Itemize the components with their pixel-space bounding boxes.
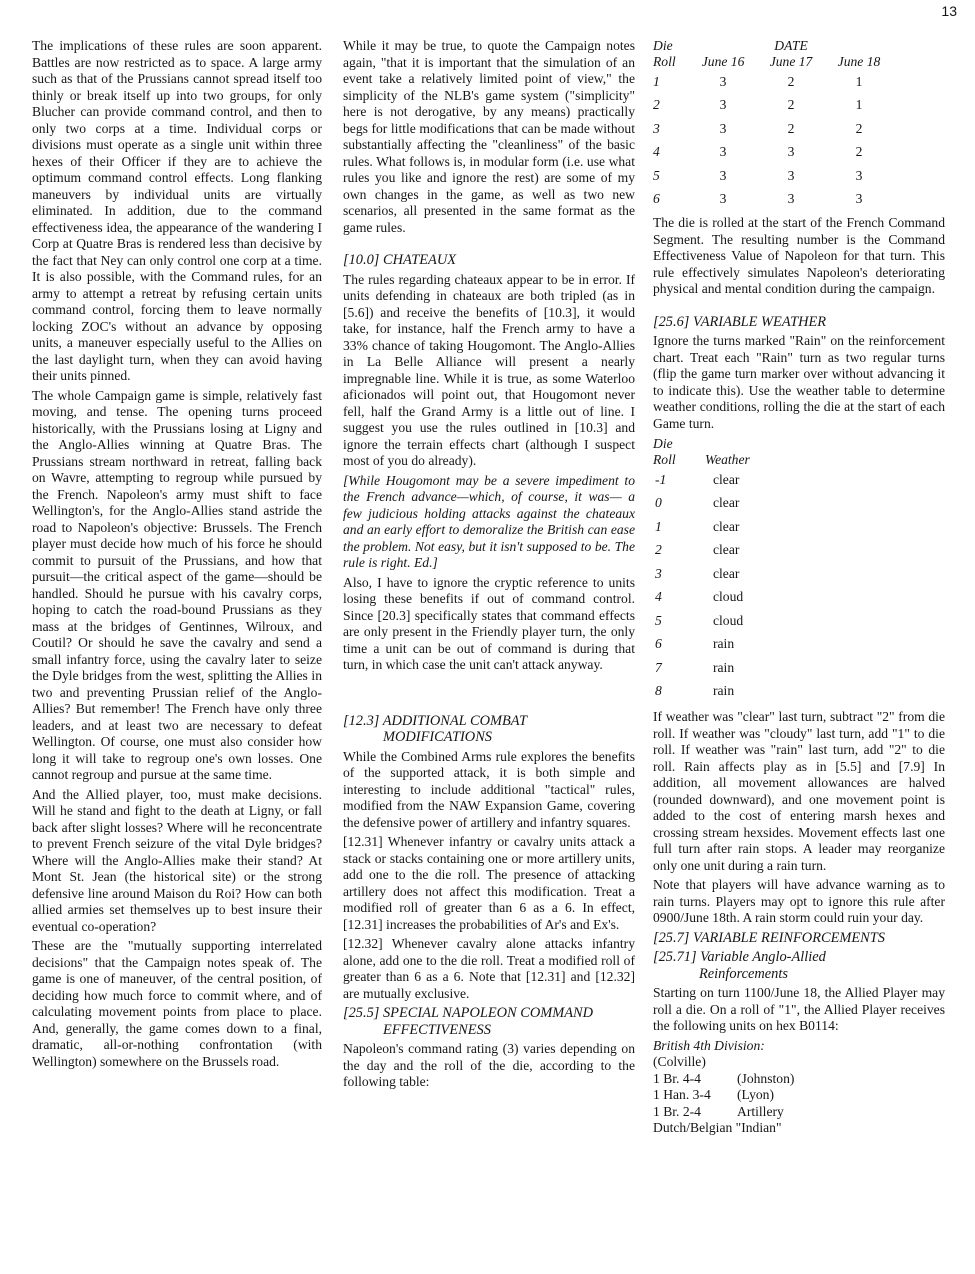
heading-anglo-allied-reinforcements (653, 949, 945, 982)
table-cell-weather: cloud (713, 589, 744, 604)
table-cell-weather: clear (713, 471, 740, 487)
table-cell-weather: clear (713, 565, 740, 581)
table-header-die: Die (653, 436, 673, 451)
table-cell-die: 3 (655, 565, 662, 581)
paragraph-weather-rules: Ignore the turns marked "Rain" on the reinforcement chart. Treat each "Rain" turn as two regular turns (flip the game turn marker over without advancing it to indicate this). Use the weather table to determine weather conditions, rolling the die at the start of each Game turn. (653, 333, 945, 431)
table-row (653, 117, 893, 141)
table-header-day: June 17 (769, 54, 813, 69)
table-cell-die: 6 (653, 191, 660, 206)
paragraph-napoleon-rating: Napoleon's command rating (3) varies depending on the day and the roll of the die, according to the following table: (343, 1041, 635, 1089)
table-cell-die: -1 (655, 471, 667, 487)
paragraph-command-control: Also, I have to ignore the cryptic reference to units losing these benefits if out of command control. Since [20.3] specifically states that command effects are only present in the Friendly player turn, the only time a unit can be out of command is during that turn, in which case the unit can't attack anyway. (343, 574, 635, 672)
table-row (653, 562, 750, 586)
table-cell-weather: clear (713, 542, 740, 557)
table-row (653, 468, 750, 492)
table-cell: 3 (719, 191, 727, 206)
table-cell: 3 (855, 191, 863, 206)
table-cell-die: 7 (655, 659, 662, 675)
paragraph-weather-modifiers: If weather was "clear" last turn, subtract "2" from die roll. If weather was "cloudy" last turn, add "1" to die roll. If weather was "rain" last turn, add "2" to die roll. Rain affects play as in [5.5] and [7.9] In addition, all movement allowances are halved (rounded downward), and one movement point is added to the cost of entering marsh hexes and crossing stream hexsides. Movement effects last one full turn after rain stops. A leader may reorganize only one unit during a rain turn. (653, 709, 945, 873)
table-row (653, 633, 750, 657)
table-cell: 3 (719, 97, 727, 112)
paragraph-campaign-game: The whole Campaign game is simple, relatively fast moving, and tense. The opening turns proceed historically, with the Prussians losing at Ligny and the Anglo-Allies winning at Quatre Bras. The Prussians stream northward in retreat, falling back on Wavre, attempting to regroup while pursued by the French. Napoleon's army must shift to face Wellington's, for the Anglo-Allies stand astride the road to Napoleon's objective: Brussels. The French player must decide how much of his force he should commit to pursuit of the Prussians, and how that pursuit—the critical aspect of the game—should be handled. Should he pursue with his cavalry corps, hoping to catch the road-bound Prussians as they mass at the bridges of Gentinnes, Wilroux, and Coutil? Or should he save the cavalry and send a small infantry force, using the cavalry later to seize the Dyle bridges from the west, splitting the Allies in two and preventing Prussian relief of the Anglo-Allies? But remember! The French have only three leaders, and at least two are necessary to defeat Wellington. Of course, one must also consider how long it will take to regroup one's own losses. One cannot regroup and pursue at the same time. (32, 387, 322, 782)
unit-strength: (Colville) (653, 1054, 706, 1069)
dutch-belgian-line: Dutch/Belgian "Indian" (653, 1120, 782, 1135)
column-2 (343, 38, 635, 1094)
table-cell: 3 (719, 73, 727, 89)
table-cell-weather: clear (713, 495, 740, 510)
table-cell: 2 (855, 120, 863, 136)
unit-strength: 1 Br. 2-4 (653, 1103, 701, 1119)
unit-line (653, 1054, 945, 1071)
table-header-roll: Roll (653, 54, 676, 69)
table-cell: 2 (787, 97, 795, 112)
table-header-die: Die (653, 38, 673, 53)
heading-variable-reinforcements: [25.7] VARIABLE REINFORCEMENTS (653, 929, 885, 946)
table-cell-weather: clear (713, 518, 740, 534)
heading-napoleon-command (343, 1005, 635, 1038)
table-cell: 3 (719, 120, 727, 136)
table-cell-die: 5 (653, 167, 660, 183)
table-cell-die: 4 (655, 589, 662, 604)
heading-additional-combat-line2: MODIFICATIONS (383, 729, 492, 745)
table-row (653, 94, 893, 118)
paragraph-mutually-supporting: These are the "mutually supporting interrelated decisions" that the Campaign notes speak of. The game is one of maneuver, of the central position, of deciding how much force to commit where, and of calculating movement points from place to place. And, generally, the game comes down to a final, dramatic, all-or-nothing confrontation (with Wellington) somewhere on the Brussels road. (32, 938, 322, 1069)
unit-strength: 1 Br. 4-4 (653, 1070, 701, 1086)
unit-strength: 1 Han. 3-4 (653, 1087, 711, 1102)
table-cell: 3 (719, 144, 727, 159)
heading-napoleon-command-line2: EFFECTIVENESS (383, 1021, 491, 1038)
unit-line (653, 1071, 945, 1088)
table-cell-die: 3 (653, 120, 660, 136)
table-header-day: June 18 (837, 54, 881, 69)
table-cell: 2 (787, 73, 795, 89)
heading-variable-weather: [25.6] VARIABLE WEATHER (653, 313, 827, 330)
paragraph-rain-note: Note that players will have advance warning as to rain turns. Players may opt to ignore this rule after 0900/June 18th. A rain storm could ruin your day. (653, 877, 945, 925)
table-cell: 3 (855, 167, 863, 183)
unit-commander: (Lyon) (737, 1087, 774, 1102)
paragraph-allied-player: And the Allied player, too, must make decisions. Will he stand and fight to the death at Ligny, or fall back after slight losses? Where will he reconcentrate to prevent French seizure of the vital Dyle bridges? Where will the Anglo-Allies make their stand? At Mont St. Jean (the historical site) or the strong defensive line around Maison du Roi? How can both allied armies set themselves up to best insure their eventual co-operation? (32, 786, 322, 934)
paragraph-combined-arms: While the Combined Arms rule explores the benefits of the supported attack, it is both simple and interesting to include additional "tactical" rules, modified from the NAW Expansion Game, covering the defensive power of artillery and infantry squares. (343, 748, 635, 830)
table-cell: 3 (787, 167, 795, 183)
table-cell-weather: rain (713, 636, 735, 651)
table-header-weather: Weather (705, 452, 750, 467)
command-effectiveness-table (653, 38, 893, 211)
table-header-date: DATE (774, 38, 808, 53)
table-row (653, 164, 893, 188)
table-row (653, 656, 750, 680)
table-row (653, 188, 893, 212)
paragraph-chateaux: The rules regarding chateaux appear to be in error. If units defending in chateaux are both tripled (as in [5.6]) and receive the benefits of [10.3], it would take, for instance, half the French army to have a 33% chance of taking Hougomont. The Anglo-Allies in La Belle Alliance will present a nearly impregnable line. While it is true, as some Waterloo aficionados will point out, that Hougomont never fell, half the Grand Army is a little out of line. I suggest you use the rules outlined in [10.3] and ignore the terrain effects chart (although I suspect most of you do already). (343, 271, 635, 468)
table-cell-weather: rain (713, 659, 735, 675)
column-3 (653, 38, 945, 1137)
paragraph-implications: The implications of these rules are soon apparent. Battles are now restricted as to space. A large army such as that of the Prussians cannot spread itself too thinly or break itself up into two groups, for only Blucher can provide command control, and then to only two corps at a time. Individual corps or divisions must operate as a single unit within three hexes of their Officer if they are to achieve the optimum command control effects. Long flanking maneuvers by individual units are virtually eliminated. In addition, due to the command effectiveness idea, the appearance of the wandering I Corp at Quatre Bras is rendered less than decisive by the fact that Ney can only control one corp at a time. It is also possible, with the Command rules, for an army to attempt a retreat by refusing certain units command control, forcing them to leave normally locking ZOC's without an advance by opposing units, a maneuver especially useful to the Allies on the last daylight turn, when they can avoid having their units pinned. (32, 38, 322, 383)
table-row (653, 492, 750, 516)
table-header-day: June 16 (701, 54, 745, 69)
table-cell-die: 2 (655, 542, 662, 557)
table-cell-die: 1 (655, 518, 662, 534)
weather-table (653, 436, 750, 703)
table-cell: 1 (855, 73, 863, 89)
unit-commander: Artillery (737, 1103, 784, 1119)
heading-additional-combat-line1: [12.3] ADDITIONAL COMBAT (343, 712, 528, 729)
heading-napoleon-command-line1: [25.5] SPECIAL NAPOLEON COMMAND (343, 1005, 593, 1021)
column-1 (32, 38, 322, 1073)
division-name: British 4th Division: (653, 1037, 765, 1053)
table-cell: 3 (787, 191, 795, 206)
table-cell-die: 5 (655, 612, 662, 628)
paragraph-rule-12-31: [12.31] Whenever infantry or cavalry units attack a stack or stacks containing one or more artillery units, add one to the die roll. The presence of attacking artillery does not affect this modification. Treat a modified roll of greater than 6 as a 6. In effect, [12.31] increases the probabilities of Ar's and Ex's. (343, 834, 635, 932)
table-header-roll: Roll (653, 452, 676, 467)
table-row (653, 586, 750, 610)
table-cell: 2 (787, 120, 795, 136)
table-row (653, 609, 750, 633)
table-cell-die: 2 (653, 97, 660, 112)
table-cell-weather: cloud (713, 612, 744, 628)
table-cell-die: 4 (653, 144, 660, 159)
table-cell: 2 (855, 144, 863, 159)
unit-commander: (Johnston) (737, 1070, 795, 1086)
table-cell: 3 (787, 144, 795, 159)
paragraph-reinforcement-roll: Starting on turn 1100/June 18, the Allied Player may roll a die. On a roll of "1", the Allied Player receives the following units on hex B0114: (653, 985, 945, 1033)
table-cell-die: 0 (655, 495, 662, 510)
heading-anglo-allied-line2: Reinforcements (699, 965, 788, 982)
paragraph-editor-note: [While Hougomont may be a severe impediment to the French advance—which, of course, it was— a few judicious holding attacks against the chateaux and an early effort to demoralize the British can ease the problem. Not easy, but it isn't supposed to be. The rule is right. Ed.] (343, 472, 635, 570)
heading-chateaux: [10.0] CHATEAUX (343, 252, 456, 268)
table-cell-die: 1 (653, 73, 660, 89)
page-number: 13 (941, 3, 957, 19)
table-row (653, 70, 893, 94)
unit-line (653, 1104, 945, 1121)
paragraph-die-roll: The die is rolled at the start of the French Command Segment. The resulting number is the Command Effectiveness Value of Napoleon for that turn. This rule effectively simulates Napoleon's deteriorating physical and mental condition during the campaign. (653, 215, 945, 296)
paragraph-rule-12-32: [12.32] Whenever cavalry alone attacks infantry alone, add one to the die roll. Treat a modified roll of greater than 6 as a 6. Note that [12.31] and [12.32] are mutually exclusive. (343, 936, 635, 1001)
table-cell-die: 6 (655, 636, 662, 651)
table-cell: 1 (855, 97, 863, 112)
unit-line (653, 1087, 945, 1104)
table-cell-die: 8 (655, 683, 662, 698)
table-row (653, 141, 893, 165)
heading-anglo-allied-line1: [25.71] Variable Anglo-Allied (653, 949, 826, 965)
table-cell: 3 (719, 167, 727, 183)
table-cell-weather: rain (713, 683, 735, 698)
table-row (653, 515, 750, 539)
table-row (653, 680, 750, 704)
heading-additional-combat (343, 713, 635, 746)
paragraph-campaign-notes: While it may be true, to quote the Campaign notes again, "that it is important that the simulation of an event take a relatively limited point of view," the simplicity of the NLB's game system ("simplicity" here is not derogative, by any means) practically begs for little modifications that can be made without substantially affecting the "cleanliness" of the basic rules. What follows is, in modular form (i.e. use what rules you like and ignore the rest) are some of my own changes in the game, as well as two new scenarios, all presented in the same format as the game rules. (343, 38, 635, 235)
table-row (653, 539, 750, 563)
